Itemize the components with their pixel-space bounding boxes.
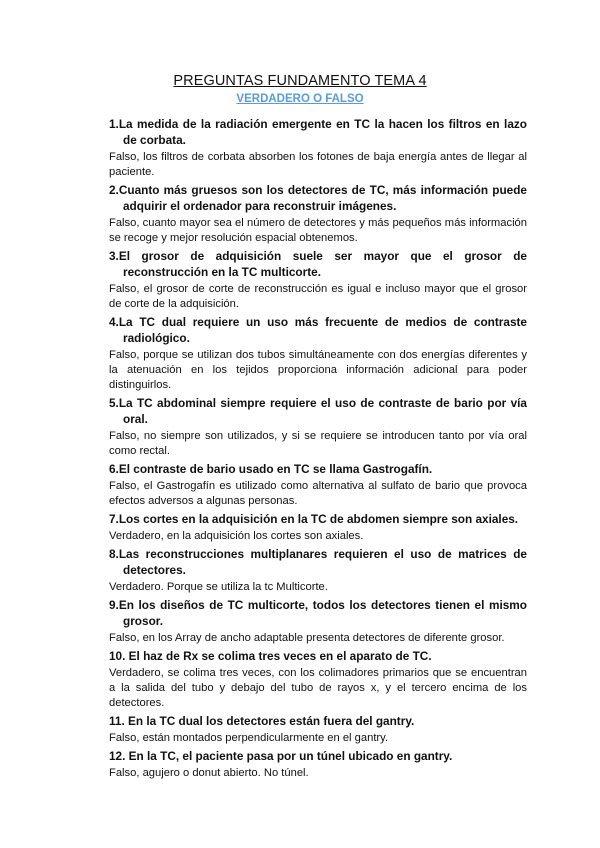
answer-text: Falso, están montados perpendicularmente en el gantry. xyxy=(109,732,389,744)
question-list xyxy=(109,116,527,783)
question-item-6 xyxy=(109,461,527,509)
question-item-3 xyxy=(109,248,527,312)
answer-text: Falso, los filtros de corbata absorben los fotones de baja energía antes de llegar al paciente. xyxy=(109,151,527,178)
question-item-7 xyxy=(109,511,527,544)
question-text: 12. En la TC, el paciente pasa por un túnel ubicado en gantry. xyxy=(109,749,453,763)
question-item-2 xyxy=(109,182,527,246)
answer-text: Verdadero, se colima tres veces, con los colimadores primarios que se encuentran a la salida del tubo y debajo del tubo de rayos x, y el tercero encima de los detectores. xyxy=(109,667,527,709)
answer-text: Falso, agujero o donut abierto. No túnel. xyxy=(109,767,309,779)
question-text: 10. El haz de Rx se colima tres veces en el aparato de TC. xyxy=(109,649,432,663)
question-item-8 xyxy=(109,546,527,595)
question-text: 1.La medida de la radiación emergente en TC la hacen los filtros en lazo de corbata. xyxy=(109,117,527,147)
question-text: 6.El contraste de bario usado en TC se llama Gastrogafín. xyxy=(109,462,433,476)
question-item-11 xyxy=(109,713,527,746)
answer-text: Verdadero. Porque se utiliza la tc Multicorte. xyxy=(109,581,328,593)
answer-text: Falso, el grosor de corte de reconstrucción es igual e incluso mayor que el grosor de corte de la adquisición. xyxy=(109,283,527,310)
question-text: 2.Cuanto más gruesos son los detectores de TC, más información puede adquirir el ordenador para reconstruir imágenes. xyxy=(109,183,527,213)
page-subtitle: VERDADERO O FALSO xyxy=(236,93,364,105)
question-text: 9.En los diseños de TC multicorte, todos los detectores tienen el mismo grosor. xyxy=(109,598,527,628)
answer-text: Verdadero, en la adquisición los cortes son axiales. xyxy=(109,530,364,542)
question-text: 4.La TC dual requiere un uso más frecuente de medios de contraste radiológico. xyxy=(109,315,527,345)
question-item-10 xyxy=(109,648,527,711)
answer-text: Falso, el Gastrogafín es utilizado como alternativa al sulfato de bario que provoca efectos adversos a algunas personas. xyxy=(109,480,527,507)
question-text: 5.La TC abdominal siempre requiere el uso de contraste de bario por vía oral. xyxy=(109,396,527,426)
answer-text: Falso, cuanto mayor sea el número de detectores y más pequeños más información se recoge y mejor resolución espacial obtenemos. xyxy=(109,217,527,244)
question-item-4 xyxy=(109,314,527,393)
question-text: 11. En la TC dual los detectores están fuera del gantry. xyxy=(109,714,415,728)
question-item-5 xyxy=(109,395,527,459)
page-title: PREGUNTAS FUNDAMENTO TEMA 4 xyxy=(173,73,427,89)
question-item-9 xyxy=(109,597,527,646)
answer-text: Falso, no siempre son utilizados, y si se requiere se introducen tanto por vía oral como rectal. xyxy=(109,430,527,457)
question-text: 8.Las reconstrucciones multiplanares requieren el uso de matrices de detectores. xyxy=(109,547,527,577)
question-text: 3.El grosor de adquisición suele ser mayor que el grosor de reconstrucción en la TC multicorte. xyxy=(109,249,527,279)
answer-text: Falso, porque se utilizan dos tubos simultáneamente con dos energías diferentes y la atenuación en los tejidos proporciona información adicional para poder distinguirlos. xyxy=(109,349,527,391)
question-item-1 xyxy=(109,116,527,180)
question-text: 7.Los cortes en la adquisición en la TC de abdomen siempre son axiales. xyxy=(109,512,519,526)
question-item-12 xyxy=(109,748,527,781)
answer-text: Falso, en los Array de ancho adaptable presenta detectores de diferente grosor. xyxy=(109,632,505,644)
